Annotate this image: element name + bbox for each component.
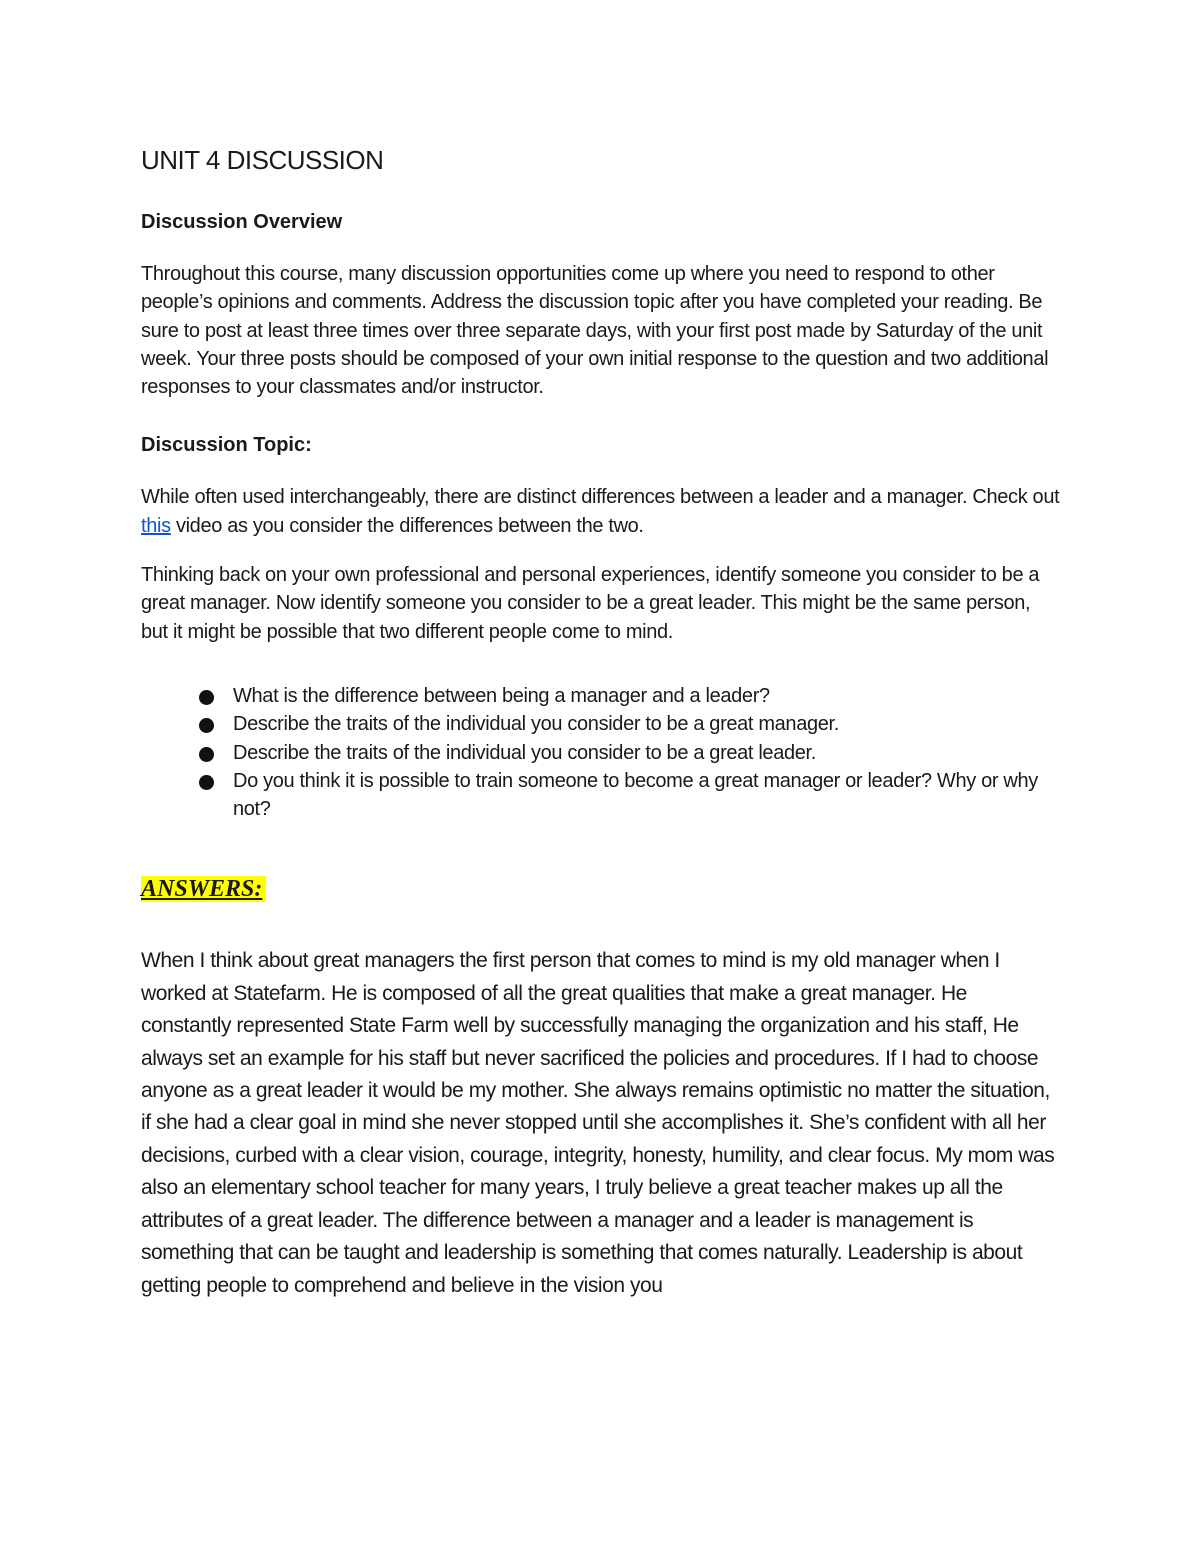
document-page — [141, 140, 1061, 1302]
bullet-icon — [199, 747, 214, 762]
topic-paragraph-1-end: video as you consider the differences between the two. — [170, 514, 644, 537]
answer-text: When I think about great managers the first person that comes to mind is my old manager when I worked at Statefarm. He is composed of all the great qualities that make a great manager. He constantly represented State Farm well by successfully managing the organization and his staff, He always set an example for his staff but never sacrificed the policies and procedures. If I had to choose anyone as a great leader it would be my mother. She always remains optimistic no matter the situation, if she had a clear goal in mind she never stopped until she accomplishes it. She’s confident with all her decisions, curbed with a clear vision, courage, integrity, honesty, humility, and clear focus. My mom was also an elementary school teacher for many years, I truly believe a great teacher makes up all the attributes of a great leader. The difference between a manager and a leader is management is something that can be taught and leadership is something that comes naturally. Leadership is about getting people to comprehend and believe in the vision you — [141, 949, 1055, 1297]
list-item — [199, 682, 1061, 710]
list-item — [199, 767, 1061, 824]
question-text: What is the difference between being a manager and a leader? — [233, 684, 770, 707]
page-title: UNIT 4 DISCUSSION — [141, 145, 384, 175]
bullet-icon — [199, 690, 214, 705]
topic-paragraph-1 — [141, 483, 1061, 540]
question-list — [141, 682, 1061, 823]
topic-heading: Discussion Topic: — [141, 434, 312, 457]
overview-text: Throughout this course, many discussion opportunities come up where you need to respond to other people’s opinions and comments. Address the discussion topic after you have completed your reading. Be sure to post at least three times over three separate days, with your first post made by Saturday of the unit week. Your three posts should be composed of your own initial response to the question and two additional responses to your classmates and/or instructor. — [141, 263, 1049, 399]
overview-heading: Discussion Overview — [141, 211, 343, 233]
topic-paragraph-1-start: While often used interchangeably, there are distinct differences between a leader and a manager. Check out — [141, 486, 1060, 509]
answers-heading-label: ANSWERS: — [141, 876, 266, 902]
question-text: Do you think it is possible to train someone to become a great manager or leader? Why or why not? — [233, 769, 1038, 821]
video-link[interactable]: this — [141, 514, 171, 537]
bullet-icon — [199, 775, 214, 790]
question-text: Describe the traits of the individual you consider to be a great leader. — [233, 741, 816, 764]
topic-paragraph-2: Thinking back on your own professional and personal experiences, identify someone you consider to be a great manager. Now identify someone you consider to be a great leader. This might be the same person, but it might be possible that two different people come to mind. — [141, 564, 1040, 643]
answers-heading — [141, 873, 1061, 905]
list-item — [199, 710, 1061, 738]
bullet-icon — [199, 718, 214, 733]
list-item — [199, 739, 1061, 767]
question-text: Describe the traits of the individual you consider to be a great manager. — [233, 713, 839, 736]
